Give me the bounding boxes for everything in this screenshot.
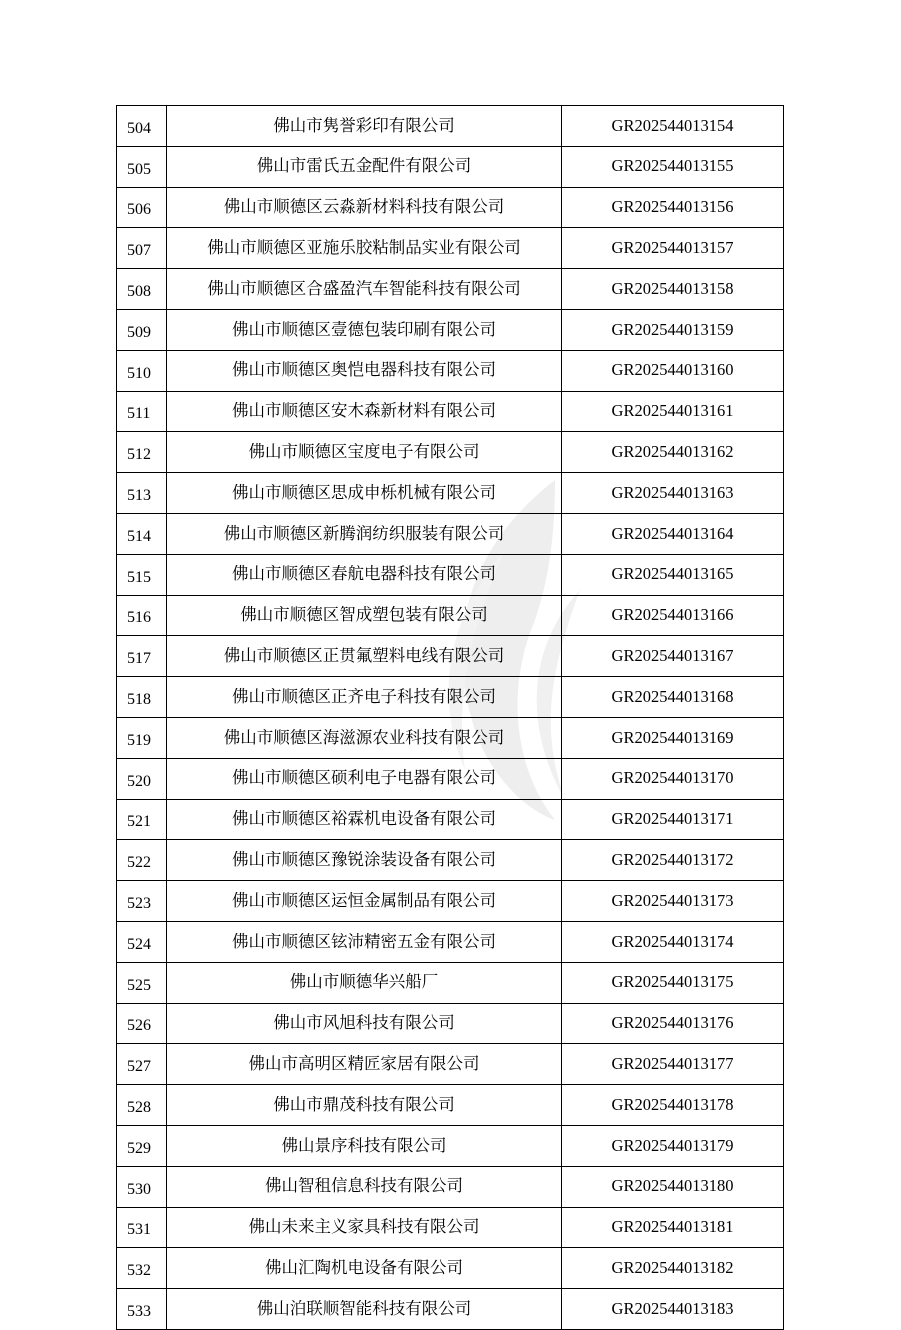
row-number-cell: 525 (117, 962, 167, 1003)
company-name-cell: 佛山市顺德区奥恺电器科技有限公司 (167, 350, 562, 391)
certificate-code-cell: GR202544013156 (562, 187, 784, 228)
certificate-code-cell: GR202544013178 (562, 1085, 784, 1126)
certificate-code-cell: GR202544013170 (562, 758, 784, 799)
certificate-code-cell: GR202544013165 (562, 554, 784, 595)
certificate-code-cell: GR202544013179 (562, 1125, 784, 1166)
table-row (117, 513, 784, 554)
row-number-cell: 526 (117, 1003, 167, 1044)
table-row (117, 146, 784, 187)
row-number-cell: 505 (117, 146, 167, 187)
table-body (117, 106, 784, 1330)
company-name-cell: 佛山市顺德区正贯氟塑料电线有限公司 (167, 636, 562, 677)
certificate-code-cell: GR202544013177 (562, 1044, 784, 1085)
row-number-cell: 513 (117, 473, 167, 514)
company-name-cell: 佛山市顺德华兴船厂 (167, 962, 562, 1003)
table-row (117, 473, 784, 514)
company-name-cell: 佛山市风旭科技有限公司 (167, 1003, 562, 1044)
company-name-cell: 佛山市顺德区运恒金属制品有限公司 (167, 881, 562, 922)
certificate-code-cell: GR202544013158 (562, 269, 784, 310)
certificate-code-cell: GR202544013160 (562, 350, 784, 391)
company-name-cell: 佛山市顺德区裕霖机电设备有限公司 (167, 799, 562, 840)
company-name-cell: 佛山市顺德区云淼新材料科技有限公司 (167, 187, 562, 228)
row-number-cell: 528 (117, 1085, 167, 1126)
table-row (117, 921, 784, 962)
company-name-cell: 佛山市顺德区智成塑包装有限公司 (167, 595, 562, 636)
row-number-cell: 506 (117, 187, 167, 228)
row-number-cell: 514 (117, 513, 167, 554)
table-row (117, 1044, 784, 1085)
table-row (117, 717, 784, 758)
company-name-cell: 佛山市顺德区春航电器科技有限公司 (167, 554, 562, 595)
row-number-cell: 508 (117, 269, 167, 310)
certificate-code-cell: GR202544013163 (562, 473, 784, 514)
table-row (117, 1125, 784, 1166)
row-number-cell: 522 (117, 840, 167, 881)
certificate-code-cell: GR202544013159 (562, 309, 784, 350)
company-name-cell: 佛山市顺德区宝度电子有限公司 (167, 432, 562, 473)
table-row (117, 1289, 784, 1330)
row-number-cell: 523 (117, 881, 167, 922)
table-row (117, 636, 784, 677)
table-row (117, 269, 784, 310)
table-row (117, 1166, 784, 1207)
company-name-cell: 佛山市隽誉彩印有限公司 (167, 106, 562, 147)
certificate-code-cell: GR202544013173 (562, 881, 784, 922)
table-row (117, 677, 784, 718)
company-name-cell: 佛山市顺德区壹德包装印刷有限公司 (167, 309, 562, 350)
row-number-cell: 530 (117, 1166, 167, 1207)
table-row (117, 187, 784, 228)
row-number-cell: 517 (117, 636, 167, 677)
certificate-code-cell: GR202544013167 (562, 636, 784, 677)
certificate-code-cell: GR202544013171 (562, 799, 784, 840)
certificate-code-cell: GR202544013155 (562, 146, 784, 187)
table-row (117, 1003, 784, 1044)
table-row (117, 799, 784, 840)
table-row (117, 1207, 784, 1248)
company-name-cell: 佛山景序科技有限公司 (167, 1125, 562, 1166)
company-name-cell: 佛山市顺德区铉沛精密五金有限公司 (167, 921, 562, 962)
row-number-cell: 529 (117, 1125, 167, 1166)
company-list-table (116, 105, 784, 1330)
table-row (117, 1248, 784, 1289)
certificate-code-cell: GR202544013183 (562, 1289, 784, 1330)
certificate-code-cell: GR202544013169 (562, 717, 784, 758)
table-row (117, 595, 784, 636)
company-name-cell: 佛山市顺德区亚施乐胶粘制品实业有限公司 (167, 228, 562, 269)
certificate-code-cell: GR202544013174 (562, 921, 784, 962)
row-number-cell: 519 (117, 717, 167, 758)
certificate-code-cell: GR202544013161 (562, 391, 784, 432)
row-number-cell: 504 (117, 106, 167, 147)
row-number-cell: 509 (117, 309, 167, 350)
certificate-code-cell: GR202544013154 (562, 106, 784, 147)
company-name-cell: 佛山市顺德区新腾润纺织服装有限公司 (167, 513, 562, 554)
company-name-cell: 佛山市顺德区硕利电子电器有限公司 (167, 758, 562, 799)
table-row (117, 228, 784, 269)
table-row (117, 432, 784, 473)
table-row (117, 1085, 784, 1126)
table-row (117, 391, 784, 432)
certificate-code-cell: GR202544013168 (562, 677, 784, 718)
certificate-code-cell: GR202544013157 (562, 228, 784, 269)
row-number-cell: 518 (117, 677, 167, 718)
certificate-code-cell: GR202544013181 (562, 1207, 784, 1248)
company-name-cell: 佛山市雷氏五金配件有限公司 (167, 146, 562, 187)
row-number-cell: 521 (117, 799, 167, 840)
table-row (117, 106, 784, 147)
table-row (117, 758, 784, 799)
row-number-cell: 527 (117, 1044, 167, 1085)
row-number-cell: 532 (117, 1248, 167, 1289)
certificate-code-cell: GR202544013176 (562, 1003, 784, 1044)
row-number-cell: 511 (117, 391, 167, 432)
table-row (117, 309, 784, 350)
company-name-cell: 佛山市高明区精匠家居有限公司 (167, 1044, 562, 1085)
certificate-code-cell: GR202544013166 (562, 595, 784, 636)
table-row (117, 840, 784, 881)
company-name-cell: 佛山市顺德区安木森新材料有限公司 (167, 391, 562, 432)
certificate-code-cell: GR202544013164 (562, 513, 784, 554)
row-number-cell: 515 (117, 554, 167, 595)
company-name-cell: 佛山市顺德区豫锐涂装设备有限公司 (167, 840, 562, 881)
certificate-code-cell: GR202544013180 (562, 1166, 784, 1207)
table-row (117, 350, 784, 391)
certificate-code-cell: GR202544013182 (562, 1248, 784, 1289)
company-name-cell: 佛山市鼎茂科技有限公司 (167, 1085, 562, 1126)
certificate-code-cell: GR202544013175 (562, 962, 784, 1003)
row-number-cell: 524 (117, 921, 167, 962)
row-number-cell: 510 (117, 350, 167, 391)
company-name-cell: 佛山未来主义家具科技有限公司 (167, 1207, 562, 1248)
company-name-cell: 佛山市顺德区思成申栎机械有限公司 (167, 473, 562, 514)
certificate-code-cell: GR202544013172 (562, 840, 784, 881)
company-name-cell: 佛山智租信息科技有限公司 (167, 1166, 562, 1207)
table-row (117, 554, 784, 595)
table-row (117, 962, 784, 1003)
row-number-cell: 512 (117, 432, 167, 473)
row-number-cell: 507 (117, 228, 167, 269)
row-number-cell: 531 (117, 1207, 167, 1248)
company-name-cell: 佛山市顺德区正齐电子科技有限公司 (167, 677, 562, 718)
table-row (117, 881, 784, 922)
company-name-cell: 佛山市顺德区合盛盈汽车智能科技有限公司 (167, 269, 562, 310)
row-number-cell: 520 (117, 758, 167, 799)
company-name-cell: 佛山泊联顺智能科技有限公司 (167, 1289, 562, 1330)
company-name-cell: 佛山汇陶机电设备有限公司 (167, 1248, 562, 1289)
row-number-cell: 533 (117, 1289, 167, 1330)
company-name-cell: 佛山市顺德区海滋源农业科技有限公司 (167, 717, 562, 758)
row-number-cell: 516 (117, 595, 167, 636)
certificate-code-cell: GR202544013162 (562, 432, 784, 473)
